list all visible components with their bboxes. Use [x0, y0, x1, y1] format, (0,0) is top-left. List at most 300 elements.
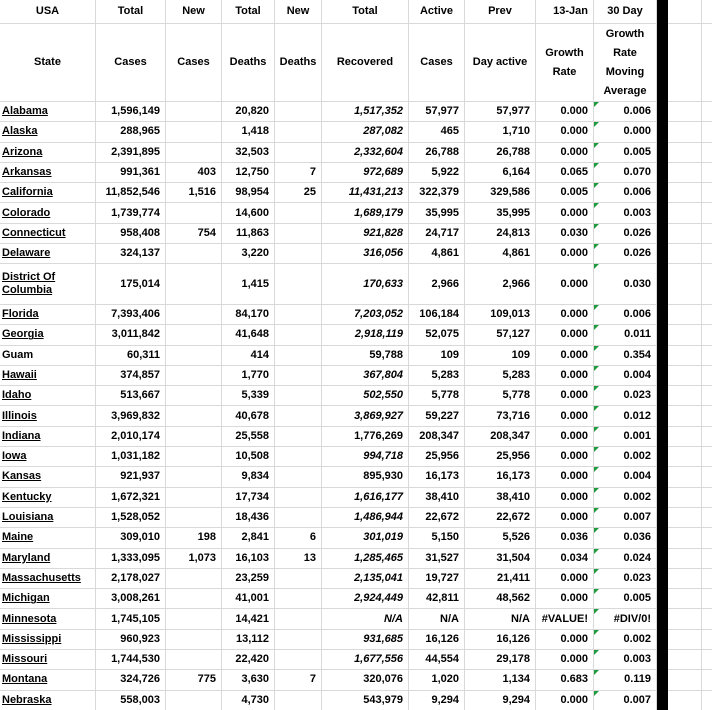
recovered-cell[interactable]: 895,930	[322, 467, 409, 487]
new-cases-cell[interactable]: 403	[166, 163, 222, 183]
new-deaths-cell[interactable]	[275, 203, 322, 223]
total-cases-cell[interactable]: 1,672,321	[96, 488, 166, 508]
state-link[interactable]: Florida	[0, 305, 96, 325]
state-link[interactable]: Illinois	[0, 406, 96, 426]
state-link[interactable]: Alaska	[0, 122, 96, 142]
new-cases-cell[interactable]: 754	[166, 224, 222, 244]
growth-rate-30day-cell[interactable]: 0.007	[594, 508, 657, 528]
active-cases-cell[interactable]: 16,173	[409, 467, 465, 487]
new-cases-cell[interactable]	[166, 691, 222, 710]
empty-cell[interactable]	[702, 467, 712, 487]
empty-header-cell[interactable]	[668, 24, 702, 102]
new-deaths-cell[interactable]: 7	[275, 163, 322, 183]
empty-cell[interactable]	[702, 163, 712, 183]
total-deaths-cell[interactable]: 25,558	[222, 427, 275, 447]
growth-rate-30day-cell[interactable]: 0.023	[594, 569, 657, 589]
empty-cell[interactable]	[668, 386, 702, 406]
recovered-cell[interactable]: 1,486,944	[322, 508, 409, 528]
empty-cell[interactable]	[668, 589, 702, 609]
new-cases-cell[interactable]	[166, 488, 222, 508]
new-cases-cell[interactable]	[166, 508, 222, 528]
growth-rate-cell[interactable]: 0.000	[536, 650, 594, 670]
recovered-cell[interactable]: 1,776,269	[322, 427, 409, 447]
empty-cell[interactable]	[668, 406, 702, 426]
growth-rate-cell[interactable]: 0.000	[536, 143, 594, 163]
header-active[interactable]: Active	[409, 0, 465, 24]
growth-rate-30day-cell[interactable]: 0.011	[594, 325, 657, 345]
prev-day-active-cell[interactable]: 24,813	[465, 224, 536, 244]
total-cases-cell[interactable]: 991,361	[96, 163, 166, 183]
recovered-cell[interactable]: 320,076	[322, 670, 409, 690]
empty-cell[interactable]	[668, 508, 702, 528]
header-recovered[interactable]: Recovered	[322, 24, 409, 102]
empty-cell[interactable]	[702, 366, 712, 386]
growth-rate-cell[interactable]: 0.000	[536, 102, 594, 122]
new-deaths-cell[interactable]	[275, 143, 322, 163]
active-cases-cell[interactable]: 59,227	[409, 406, 465, 426]
state-link[interactable]: Missouri	[0, 650, 96, 670]
empty-cell[interactable]	[702, 569, 712, 589]
empty-cell[interactable]	[702, 224, 712, 244]
new-cases-cell[interactable]	[166, 650, 222, 670]
empty-cell[interactable]	[702, 386, 712, 406]
total-cases-cell[interactable]: 921,937	[96, 467, 166, 487]
new-cases-cell[interactable]	[166, 609, 222, 629]
total-deaths-cell[interactable]: 41,648	[222, 325, 275, 345]
growth-rate-30day-cell[interactable]: 0.000	[594, 122, 657, 142]
growth-rate-cell[interactable]: 0.000	[536, 447, 594, 467]
empty-cell[interactable]	[668, 163, 702, 183]
active-cases-cell[interactable]: 1,020	[409, 670, 465, 690]
active-cases-cell[interactable]: 25,956	[409, 447, 465, 467]
empty-cell[interactable]	[668, 325, 702, 345]
empty-cell[interactable]	[668, 691, 702, 710]
growth-rate-cell[interactable]: 0.000	[536, 406, 594, 426]
state-link[interactable]: Maine	[0, 528, 96, 548]
total-deaths-cell[interactable]: 18,436	[222, 508, 275, 528]
growth-rate-cell[interactable]: 0.030	[536, 224, 594, 244]
empty-cell[interactable]	[702, 589, 712, 609]
active-cases-cell[interactable]: 109	[409, 346, 465, 366]
active-cases-cell[interactable]: 26,788	[409, 143, 465, 163]
empty-header-cell[interactable]	[702, 24, 712, 102]
recovered-cell[interactable]: 287,082	[322, 122, 409, 142]
header-total-2[interactable]: Total	[222, 0, 275, 24]
state-link[interactable]: California	[0, 183, 96, 203]
total-deaths-cell[interactable]: 14,421	[222, 609, 275, 629]
empty-cell[interactable]	[702, 183, 712, 203]
empty-cell[interactable]	[702, 650, 712, 670]
active-cases-cell[interactable]: 42,811	[409, 589, 465, 609]
new-cases-cell[interactable]	[166, 386, 222, 406]
new-deaths-cell[interactable]	[275, 609, 322, 629]
header-day-active[interactable]: Day active	[465, 24, 536, 102]
recovered-cell[interactable]: 502,550	[322, 386, 409, 406]
empty-cell[interactable]	[668, 427, 702, 447]
recovered-cell[interactable]: 316,056	[322, 244, 409, 264]
prev-day-active-cell[interactable]: 208,347	[465, 427, 536, 447]
active-cases-cell[interactable]: 2,966	[409, 264, 465, 305]
total-deaths-cell[interactable]: 9,834	[222, 467, 275, 487]
active-cases-cell[interactable]: 19,727	[409, 569, 465, 589]
empty-cell[interactable]	[702, 670, 712, 690]
growth-rate-30day-cell[interactable]: 0.030	[594, 264, 657, 305]
new-cases-cell[interactable]	[166, 244, 222, 264]
new-deaths-cell[interactable]	[275, 589, 322, 609]
empty-cell[interactable]	[668, 488, 702, 508]
empty-cell[interactable]	[702, 102, 712, 122]
total-cases-cell[interactable]: 1,744,530	[96, 650, 166, 670]
total-cases-cell[interactable]: 2,178,027	[96, 569, 166, 589]
total-deaths-cell[interactable]: 41,001	[222, 589, 275, 609]
growth-rate-cell[interactable]: 0.000	[536, 305, 594, 325]
header-growth-rate-moving-average[interactable]: Growth Rate Moving Average	[594, 24, 657, 102]
growth-rate-cell[interactable]: 0.000	[536, 244, 594, 264]
prev-day-active-cell[interactable]: 329,586	[465, 183, 536, 203]
recovered-cell[interactable]: 170,633	[322, 264, 409, 305]
state-link[interactable]: Iowa	[0, 447, 96, 467]
state-link[interactable]: Colorado	[0, 203, 96, 223]
header-growth-rate[interactable]: Growth Rate	[536, 24, 594, 102]
empty-cell[interactable]	[668, 264, 702, 305]
total-cases-cell[interactable]: 1,745,105	[96, 609, 166, 629]
empty-cell[interactable]	[668, 102, 702, 122]
empty-cell[interactable]	[702, 264, 712, 305]
state-link[interactable]: Indiana	[0, 427, 96, 447]
growth-rate-30day-cell[interactable]: 0.012	[594, 406, 657, 426]
recovered-cell[interactable]: 1,517,352	[322, 102, 409, 122]
state-link[interactable]: Louisiana	[0, 508, 96, 528]
growth-rate-cell[interactable]: 0.000	[536, 203, 594, 223]
growth-rate-cell[interactable]: 0.005	[536, 183, 594, 203]
total-cases-cell[interactable]: 1,333,095	[96, 549, 166, 569]
new-cases-cell[interactable]: 1,073	[166, 549, 222, 569]
prev-day-active-cell[interactable]: 5,526	[465, 528, 536, 548]
recovered-cell[interactable]: 2,332,604	[322, 143, 409, 163]
header-state[interactable]: State	[0, 24, 96, 102]
growth-rate-cell[interactable]: 0.000	[536, 122, 594, 142]
new-cases-cell[interactable]: 775	[166, 670, 222, 690]
recovered-cell[interactable]: 1,616,177	[322, 488, 409, 508]
new-deaths-cell[interactable]	[275, 366, 322, 386]
header-prev[interactable]: Prev	[465, 0, 536, 24]
header-13-jan[interactable]: 13-Jan	[536, 0, 594, 24]
header-cases-1[interactable]: Cases	[96, 24, 166, 102]
total-cases-cell[interactable]: 2,391,895	[96, 143, 166, 163]
active-cases-cell[interactable]: 465	[409, 122, 465, 142]
total-deaths-cell[interactable]: 13,112	[222, 630, 275, 650]
recovered-cell[interactable]: 2,918,119	[322, 325, 409, 345]
growth-rate-30day-cell[interactable]: 0.002	[594, 630, 657, 650]
prev-day-active-cell[interactable]: 25,956	[465, 447, 536, 467]
recovered-cell[interactable]: N/A	[322, 609, 409, 629]
total-deaths-cell[interactable]: 12,750	[222, 163, 275, 183]
total-cases-cell[interactable]: 11,852,546	[96, 183, 166, 203]
new-deaths-cell[interactable]	[275, 630, 322, 650]
active-cases-cell[interactable]: 38,410	[409, 488, 465, 508]
prev-day-active-cell[interactable]: 48,562	[465, 589, 536, 609]
state-link[interactable]: Delaware	[0, 244, 96, 264]
recovered-cell[interactable]: 7,203,052	[322, 305, 409, 325]
header-cases-3[interactable]: Cases	[409, 24, 465, 102]
empty-cell[interactable]	[668, 224, 702, 244]
active-cases-cell[interactable]: 208,347	[409, 427, 465, 447]
recovered-cell[interactable]: 972,689	[322, 163, 409, 183]
new-deaths-cell[interactable]	[275, 488, 322, 508]
new-deaths-cell[interactable]	[275, 508, 322, 528]
total-cases-cell[interactable]: 2,010,174	[96, 427, 166, 447]
prev-day-active-cell[interactable]: 22,672	[465, 508, 536, 528]
growth-rate-30day-cell[interactable]: 0.001	[594, 427, 657, 447]
total-cases-cell[interactable]: 324,726	[96, 670, 166, 690]
new-cases-cell[interactable]	[166, 589, 222, 609]
total-cases-cell[interactable]: 1,596,149	[96, 102, 166, 122]
empty-cell[interactable]	[668, 366, 702, 386]
prev-day-active-cell[interactable]: 26,788	[465, 143, 536, 163]
new-deaths-cell[interactable]	[275, 224, 322, 244]
recovered-cell[interactable]: 1,285,465	[322, 549, 409, 569]
prev-day-active-cell[interactable]: 1,134	[465, 670, 536, 690]
empty-cell[interactable]	[702, 488, 712, 508]
new-deaths-cell[interactable]: 13	[275, 549, 322, 569]
new-deaths-cell[interactable]	[275, 691, 322, 710]
growth-rate-30day-cell[interactable]: 0.002	[594, 447, 657, 467]
empty-cell[interactable]	[702, 508, 712, 528]
empty-cell[interactable]	[668, 122, 702, 142]
growth-rate-cell[interactable]: 0.034	[536, 549, 594, 569]
recovered-cell[interactable]: 2,924,449	[322, 589, 409, 609]
recovered-cell[interactable]: 367,804	[322, 366, 409, 386]
prev-day-active-cell[interactable]: 38,410	[465, 488, 536, 508]
empty-cell[interactable]	[702, 427, 712, 447]
header-new-1[interactable]: New	[166, 0, 222, 24]
active-cases-cell[interactable]: 4,861	[409, 244, 465, 264]
growth-rate-cell[interactable]: 0.065	[536, 163, 594, 183]
new-cases-cell[interactable]	[166, 406, 222, 426]
empty-cell[interactable]	[668, 203, 702, 223]
state-link[interactable]: Idaho	[0, 386, 96, 406]
new-deaths-cell[interactable]	[275, 467, 322, 487]
total-cases-cell[interactable]: 1,031,182	[96, 447, 166, 467]
new-cases-cell[interactable]	[166, 467, 222, 487]
total-cases-cell[interactable]: 60,311	[96, 346, 166, 366]
empty-cell[interactable]	[702, 549, 712, 569]
recovered-cell[interactable]: 1,689,179	[322, 203, 409, 223]
new-cases-cell[interactable]	[166, 122, 222, 142]
state-link[interactable]: Minnesota	[0, 609, 96, 629]
header-new-2[interactable]: New	[275, 0, 322, 24]
active-cases-cell[interactable]: 57,977	[409, 102, 465, 122]
recovered-cell[interactable]: 301,019	[322, 528, 409, 548]
state-link[interactable]: Georgia	[0, 325, 96, 345]
total-cases-cell[interactable]: 175,014	[96, 264, 166, 305]
total-cases-cell[interactable]: 513,667	[96, 386, 166, 406]
total-deaths-cell[interactable]: 1,415	[222, 264, 275, 305]
prev-day-active-cell[interactable]: 16,126	[465, 630, 536, 650]
prev-day-active-cell[interactable]: 2,966	[465, 264, 536, 305]
growth-rate-cell[interactable]: 0.000	[536, 366, 594, 386]
growth-rate-cell[interactable]: 0.000	[536, 508, 594, 528]
new-cases-cell[interactable]	[166, 264, 222, 305]
new-cases-cell[interactable]	[166, 143, 222, 163]
active-cases-cell[interactable]: 24,717	[409, 224, 465, 244]
active-cases-cell[interactable]: 106,184	[409, 305, 465, 325]
total-deaths-cell[interactable]: 98,954	[222, 183, 275, 203]
empty-cell[interactable]	[702, 143, 712, 163]
prev-day-active-cell[interactable]: 109	[465, 346, 536, 366]
growth-rate-cell[interactable]: 0.000	[536, 264, 594, 305]
total-deaths-cell[interactable]: 1,770	[222, 366, 275, 386]
total-deaths-cell[interactable]: 414	[222, 346, 275, 366]
active-cases-cell[interactable]: 52,075	[409, 325, 465, 345]
growth-rate-30day-cell[interactable]: 0.036	[594, 528, 657, 548]
growth-rate-30day-cell[interactable]: 0.354	[594, 346, 657, 366]
new-deaths-cell[interactable]	[275, 386, 322, 406]
active-cases-cell[interactable]: 35,995	[409, 203, 465, 223]
active-cases-cell[interactable]: 5,922	[409, 163, 465, 183]
growth-rate-cell[interactable]: 0.000	[536, 488, 594, 508]
empty-header-cell[interactable]	[668, 0, 702, 24]
total-deaths-cell[interactable]: 3,220	[222, 244, 275, 264]
growth-rate-30day-cell[interactable]: 0.026	[594, 224, 657, 244]
prev-day-active-cell[interactable]: 57,977	[465, 102, 536, 122]
total-cases-cell[interactable]: 324,137	[96, 244, 166, 264]
growth-rate-30day-cell[interactable]: 0.003	[594, 203, 657, 223]
state-link[interactable]: Arizona	[0, 143, 96, 163]
active-cases-cell[interactable]: 5,150	[409, 528, 465, 548]
growth-rate-30day-cell[interactable]: 0.006	[594, 305, 657, 325]
growth-rate-cell[interactable]: 0.000	[536, 569, 594, 589]
state-link[interactable]: Connecticut	[0, 224, 96, 244]
empty-cell[interactable]	[668, 305, 702, 325]
prev-day-active-cell[interactable]: 31,504	[465, 549, 536, 569]
total-deaths-cell[interactable]: 4,730	[222, 691, 275, 710]
header-usa[interactable]: USA	[0, 0, 96, 24]
new-deaths-cell[interactable]: 7	[275, 670, 322, 690]
new-deaths-cell[interactable]	[275, 406, 322, 426]
prev-day-active-cell[interactable]: 5,283	[465, 366, 536, 386]
growth-rate-cell[interactable]: 0.000	[536, 325, 594, 345]
new-cases-cell[interactable]	[166, 102, 222, 122]
state-link[interactable]: Kentucky	[0, 488, 96, 508]
growth-rate-30day-cell[interactable]: 0.006	[594, 102, 657, 122]
empty-cell[interactable]	[702, 305, 712, 325]
total-cases-cell[interactable]: 958,408	[96, 224, 166, 244]
growth-rate-30day-cell[interactable]: 0.007	[594, 691, 657, 710]
prev-day-active-cell[interactable]: 21,411	[465, 569, 536, 589]
growth-rate-cell[interactable]: 0.000	[536, 589, 594, 609]
total-deaths-cell[interactable]: 16,103	[222, 549, 275, 569]
growth-rate-cell[interactable]: 0.000	[536, 427, 594, 447]
new-cases-cell[interactable]	[166, 427, 222, 447]
new-cases-cell[interactable]	[166, 305, 222, 325]
new-deaths-cell[interactable]	[275, 427, 322, 447]
new-deaths-cell[interactable]	[275, 569, 322, 589]
new-deaths-cell[interactable]: 25	[275, 183, 322, 203]
empty-cell[interactable]	[668, 650, 702, 670]
empty-cell[interactable]	[702, 325, 712, 345]
empty-cell[interactable]	[668, 143, 702, 163]
total-deaths-cell[interactable]: 2,841	[222, 528, 275, 548]
active-cases-cell[interactable]: 44,554	[409, 650, 465, 670]
total-cases-cell[interactable]: 309,010	[96, 528, 166, 548]
total-cases-cell[interactable]: 1,528,052	[96, 508, 166, 528]
new-deaths-cell[interactable]: 6	[275, 528, 322, 548]
empty-cell[interactable]	[668, 569, 702, 589]
state-link[interactable]: Mississippi	[0, 630, 96, 650]
new-cases-cell[interactable]	[166, 569, 222, 589]
new-deaths-cell[interactable]	[275, 305, 322, 325]
growth-rate-cell[interactable]: 0.000	[536, 630, 594, 650]
empty-cell[interactable]	[702, 447, 712, 467]
header-total-1[interactable]: Total	[96, 0, 166, 24]
total-deaths-cell[interactable]: 22,420	[222, 650, 275, 670]
state-link[interactable]: Hawaii	[0, 366, 96, 386]
active-cases-cell[interactable]: 22,672	[409, 508, 465, 528]
header-total-3[interactable]: Total	[322, 0, 409, 24]
new-deaths-cell[interactable]	[275, 447, 322, 467]
total-deaths-cell[interactable]: 5,339	[222, 386, 275, 406]
new-cases-cell[interactable]	[166, 346, 222, 366]
prev-day-active-cell[interactable]: 9,294	[465, 691, 536, 710]
total-deaths-cell[interactable]: 32,503	[222, 143, 275, 163]
active-cases-cell[interactable]: 322,379	[409, 183, 465, 203]
total-deaths-cell[interactable]: 11,863	[222, 224, 275, 244]
empty-header-cell[interactable]	[702, 0, 712, 24]
recovered-cell[interactable]: 2,135,041	[322, 569, 409, 589]
empty-cell[interactable]	[668, 447, 702, 467]
new-deaths-cell[interactable]	[275, 264, 322, 305]
growth-rate-30day-cell[interactable]: #DIV/0!	[594, 609, 657, 629]
empty-cell[interactable]	[702, 244, 712, 264]
empty-cell[interactable]	[702, 203, 712, 223]
growth-rate-30day-cell[interactable]: 0.119	[594, 670, 657, 690]
recovered-cell[interactable]: 11,431,213	[322, 183, 409, 203]
growth-rate-30day-cell[interactable]: 0.024	[594, 549, 657, 569]
total-deaths-cell[interactable]: 40,678	[222, 406, 275, 426]
new-cases-cell[interactable]	[166, 366, 222, 386]
new-cases-cell[interactable]	[166, 447, 222, 467]
active-cases-cell[interactable]: 9,294	[409, 691, 465, 710]
new-cases-cell[interactable]	[166, 203, 222, 223]
empty-cell[interactable]	[702, 528, 712, 548]
state-link[interactable]: Guam	[0, 346, 96, 366]
new-deaths-cell[interactable]	[275, 244, 322, 264]
prev-day-active-cell[interactable]: 5,778	[465, 386, 536, 406]
growth-rate-30day-cell[interactable]: 0.023	[594, 386, 657, 406]
prev-day-active-cell[interactable]: 16,173	[465, 467, 536, 487]
total-cases-cell[interactable]: 558,003	[96, 691, 166, 710]
recovered-cell[interactable]: 921,828	[322, 224, 409, 244]
empty-cell[interactable]	[668, 244, 702, 264]
total-cases-cell[interactable]: 1,739,774	[96, 203, 166, 223]
total-cases-cell[interactable]: 374,857	[96, 366, 166, 386]
empty-cell[interactable]	[702, 630, 712, 650]
growth-rate-cell[interactable]: 0.036	[536, 528, 594, 548]
empty-cell[interactable]	[668, 467, 702, 487]
growth-rate-cell[interactable]: 0.000	[536, 691, 594, 710]
total-cases-cell[interactable]: 7,393,406	[96, 305, 166, 325]
growth-rate-30day-cell[interactable]: 0.070	[594, 163, 657, 183]
header-cases-2[interactable]: Cases	[166, 24, 222, 102]
recovered-cell[interactable]: 543,979	[322, 691, 409, 710]
growth-rate-cell[interactable]: 0.000	[536, 467, 594, 487]
total-cases-cell[interactable]: 3,011,842	[96, 325, 166, 345]
empty-cell[interactable]	[702, 406, 712, 426]
prev-day-active-cell[interactable]: 57,127	[465, 325, 536, 345]
state-link[interactable]: Nebraska	[0, 691, 96, 710]
empty-cell[interactable]	[668, 346, 702, 366]
